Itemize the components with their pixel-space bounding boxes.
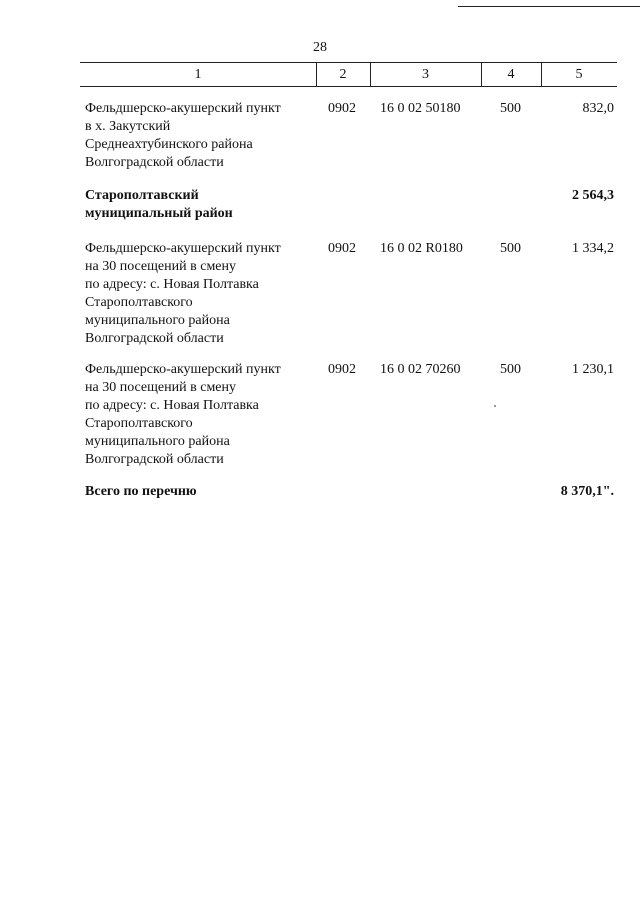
row-expense-code: 500 <box>500 241 521 256</box>
row-name: Фельдшерско-акушерский пункт в х. Закутский Среднеахтубинского района Волгоградской области <box>85 101 281 170</box>
header-cell-2: 2 <box>339 67 347 82</box>
district-total: 2 564,3 <box>572 188 614 203</box>
row-section-code: 0902 <box>328 362 356 377</box>
row-target-code: 16 0 02 50180 <box>380 101 461 116</box>
header-cell-1: 1 <box>194 67 202 82</box>
row-target-code: 16 0 02 R0180 <box>380 241 463 256</box>
row-amount: 1 230,1 <box>572 362 614 377</box>
row-section-code: 0902 <box>328 101 356 116</box>
scan-speck <box>494 405 496 407</box>
header-top-line <box>80 62 617 63</box>
row-name: Фельдшерско-акушерский пункт на 30 посещений в смену по адресу: с. Новая Полтавка Старополтавского муниципального района Волгоградской области <box>85 362 281 467</box>
top-rule <box>458 6 640 7</box>
row-name: Фельдшерско-акушерский пункт на 30 посещений в смену по адресу: с. Новая Полтавка Старополтавского муниципального района Волгоградской области <box>85 241 281 346</box>
row-target-code: 16 0 02 70260 <box>380 362 461 377</box>
header-bottom-line <box>80 86 617 87</box>
grand-total-label: Всего по перечню <box>85 484 197 499</box>
row-amount: 1 334,2 <box>572 241 614 256</box>
row-expense-code: 500 <box>500 362 521 377</box>
district-name: Старополтавский муниципальный район <box>85 188 233 221</box>
grand-total-amount: 8 370,1". <box>560 484 614 499</box>
row-expense-code: 500 <box>500 101 521 116</box>
row-section-code: 0902 <box>328 241 356 256</box>
header-cell-5: 5 <box>575 67 583 82</box>
header-cell-4: 4 <box>507 67 515 82</box>
row-amount: 832,0 <box>582 101 614 116</box>
page-number: 28 <box>313 40 327 55</box>
header-cell-3: 3 <box>422 67 429 82</box>
